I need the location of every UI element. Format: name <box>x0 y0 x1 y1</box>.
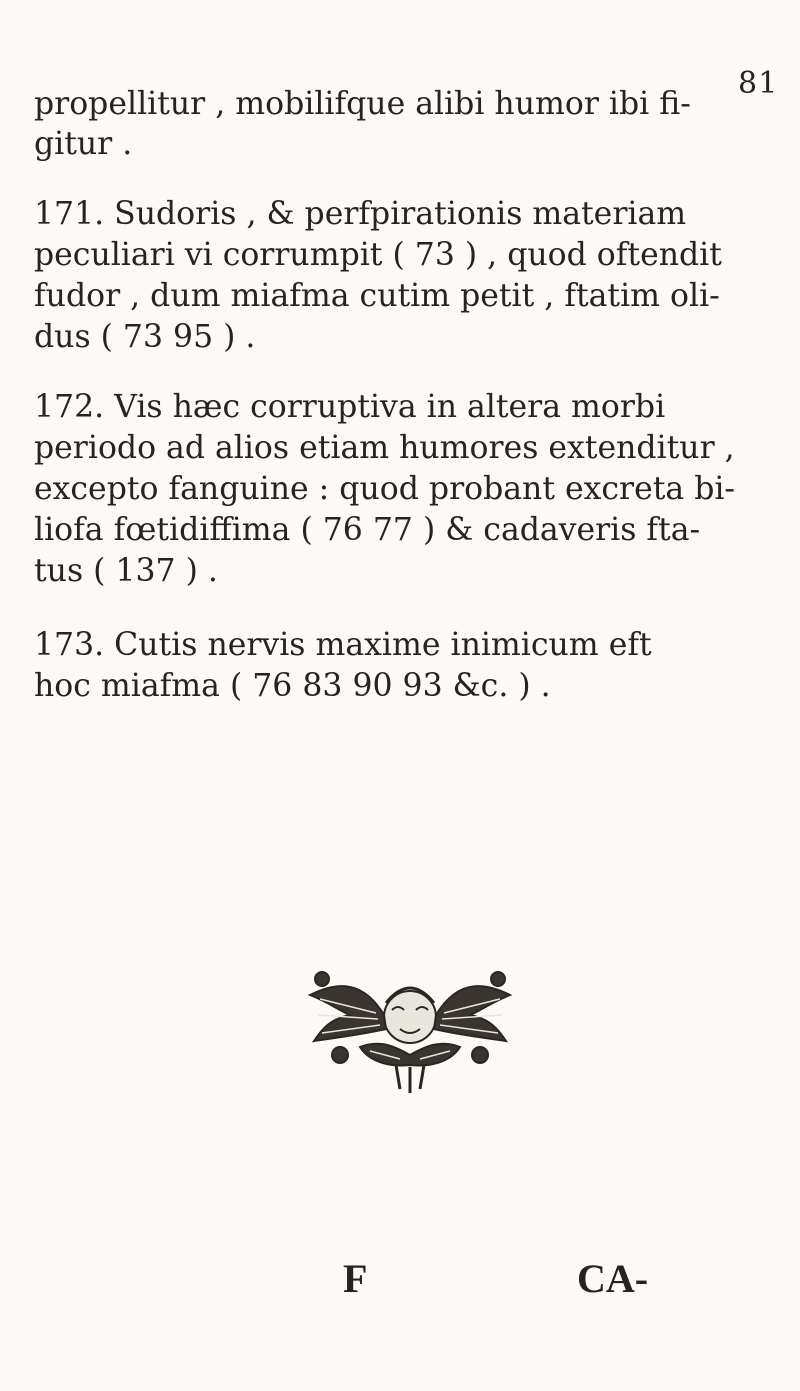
text-line: peculiari vi corrumpit ( 73 ) , quod oftendit <box>34 237 722 273</box>
text-line: liofa fœtidiffima ( 76 77 ) & cadaveris fta- <box>34 512 701 548</box>
page-number: 81 <box>738 66 779 101</box>
text-line: 173. Cutis nervis maxime inimicum eft <box>34 627 652 663</box>
text-line: tus ( 137 ) . <box>34 553 218 589</box>
text-line: 172. Vis hæc corruptiva in altera morbi <box>34 389 666 425</box>
printer-signature: F <box>343 1256 368 1301</box>
text-line: gitur . <box>34 126 133 162</box>
text-line: dus ( 73 95 ) . <box>34 319 256 355</box>
text-line: excepto fanguine : quod probant excreta bi- <box>34 471 736 507</box>
text-line: 171. Sudoris , & perfpirationis materiam <box>34 196 687 232</box>
text-line: fudor , dum miafma cutim petit , ftatim oli- <box>34 278 720 314</box>
cherub-vignette-icon <box>300 955 520 1095</box>
text-line: hoc miafma ( 76 83 90 93 &c. ) . <box>34 668 551 704</box>
text-line: periodo ad alios etiam humores extenditur , <box>34 430 735 466</box>
catchword: CA- <box>577 1256 649 1301</box>
text-line: propellitur , mobilifque alibi humor ibi fi- <box>34 86 691 122</box>
